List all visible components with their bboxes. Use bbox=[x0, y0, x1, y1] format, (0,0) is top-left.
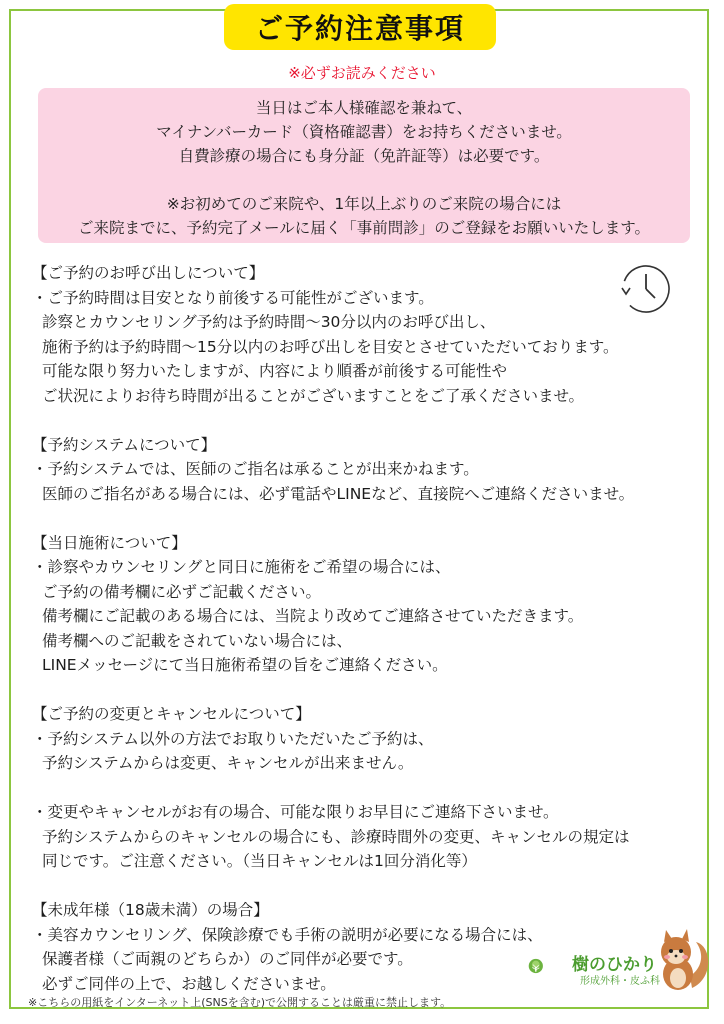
section-line: 同じです。ご注意ください。（当日キャンセルは1回分消化等） bbox=[42, 852, 477, 870]
id-notice-line: 自費診療の場合にも身分証（免許証等）は必要です。 bbox=[178, 147, 550, 165]
clinic-departments: 形成外科・皮ふ科 bbox=[580, 976, 660, 987]
section-line: ・診察やカウンセリングと同日に施術をご希望の場合には、 bbox=[32, 558, 451, 576]
id-notice-line: 当日はご本人様確認を兼ねて、 bbox=[255, 99, 473, 117]
section-line: ・美容カウンセリング、保険診療でも手術の説明が必要になる場合には、 bbox=[32, 925, 543, 944]
tree-icon bbox=[528, 944, 572, 988]
must-read-notice: ※必ずお読みください bbox=[288, 64, 436, 82]
section-line: 備考欄にご記載のある場合には、当院より改めてご連絡させていただきます。 bbox=[42, 607, 584, 625]
section-line: 施術予約は予約時間〜15分以内のお呼び出しを目安とさせていただいております。 bbox=[42, 337, 619, 356]
section-heading: 【ご予約の変更とキャンセルについて】 bbox=[32, 705, 311, 723]
id-notice-line: マイナンバーカード（資格確認書）をお持ちくださいませ。 bbox=[156, 123, 572, 141]
id-notice-line: ご来院までに、予約完了メールに届く「事前問診」のご登録をお願いいたします。 bbox=[78, 219, 650, 237]
section-line: 備考欄へのご記載をされていない場合には、 bbox=[42, 631, 353, 650]
section-line: ・ご予約時間は目安となり前後する可能性がございます。 bbox=[32, 288, 434, 307]
id-notice-line: ※お初めてのご来院や、1年以上ぶりのご来院の場合には bbox=[166, 195, 562, 213]
page-title: ご予約注意事項 bbox=[224, 4, 496, 50]
section-line: 診察とカウンセリング予約は予約時間〜30分以内のお呼び出し、 bbox=[42, 313, 496, 331]
section-heading: 【未成年様（18歳未満）の場合】 bbox=[32, 901, 269, 919]
squirrel-icon bbox=[652, 928, 712, 994]
id-notice-box bbox=[38, 88, 690, 243]
section-line: LINEメッセージにて当日施術希望の旨をご連絡ください。 bbox=[42, 656, 448, 674]
section-heading: 【ご予約のお呼び出しについて】 bbox=[32, 264, 265, 282]
section-line: 可能な限り努力いたしますが、内容により順番が前後する可能性や bbox=[42, 362, 508, 380]
section-line: 予約システムからのキャンセルの場合にも、診療時間外の変更、キャンセルの規定は bbox=[42, 827, 630, 846]
section-heading: 【予約システムについて】 bbox=[32, 435, 217, 454]
section-line: ご予約の備考欄に必ずご記載ください。 bbox=[42, 582, 322, 601]
content-body bbox=[32, 261, 704, 996]
section-line: 医師のご指名がある場合には、必ず電話やLINEなど、直接院へご連絡くださいませ。 bbox=[42, 484, 635, 503]
section-heading: 【当日施術について】 bbox=[32, 533, 187, 552]
section-line: 必ずご同伴の上で、お越しくださいませ。 bbox=[42, 974, 336, 993]
section-line: 保護者様（ご両親のどちらか）のご同伴が必要です。 bbox=[42, 950, 413, 968]
section-line: ・予約システムでは、医師のご指名は承ることが出来かねます。 bbox=[32, 460, 479, 478]
section-line: ・予約システム以外の方法でお取りいただいたご予約は、 bbox=[32, 729, 434, 748]
section-line: 予約システムからは変更、キャンセルが出来ません。 bbox=[42, 754, 414, 772]
section-line: ご状況によりお待ち時間が出ることがございますことをご了承くださいませ。 bbox=[42, 386, 585, 405]
section-line: ・変更やキャンセルがお有の場合、可能な限りお早目にご連絡下さいませ。 bbox=[32, 803, 559, 821]
footer-note: ※こちらの用紙をインターネット上(SNSを含む)で公開することは厳重に禁止します。 bbox=[28, 996, 452, 1009]
clinic-name: 樹のひかり bbox=[572, 955, 657, 975]
